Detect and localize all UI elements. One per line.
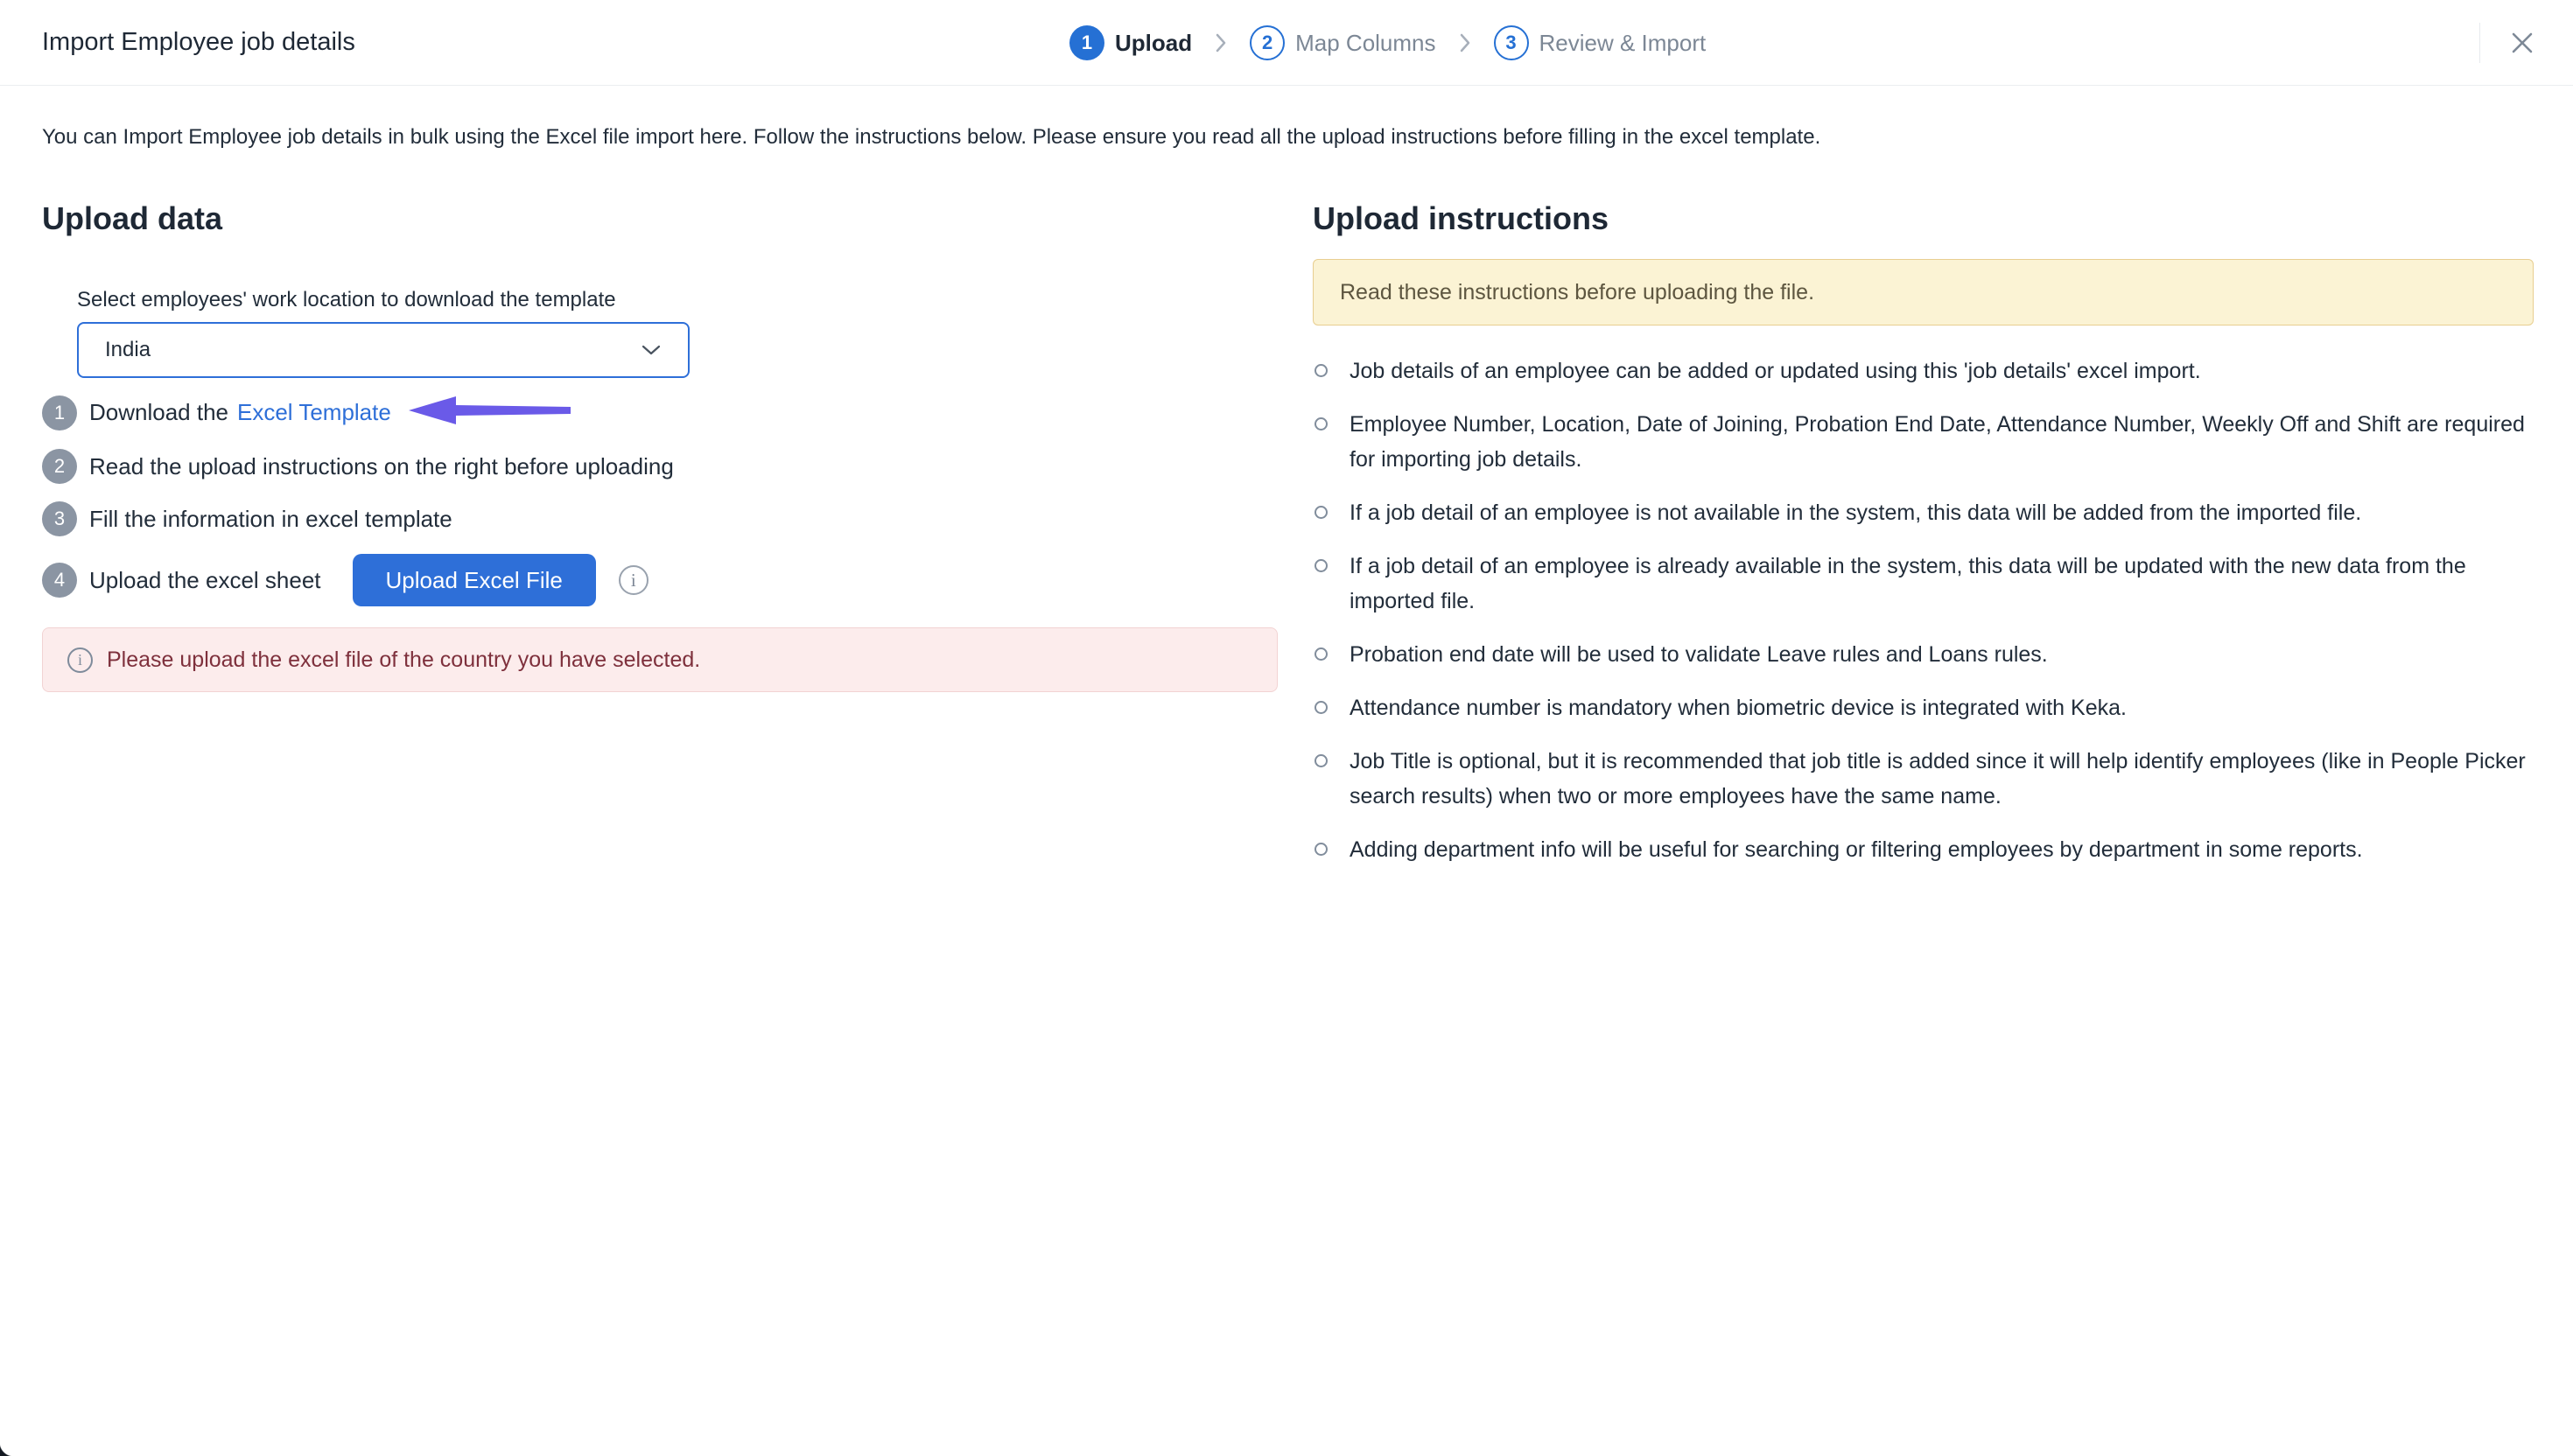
step-4-badge: 4 bbox=[42, 563, 77, 598]
close-x-icon bbox=[2506, 27, 2538, 59]
circle-bullet-icon bbox=[1315, 364, 1328, 377]
instruction-item bbox=[1313, 407, 2534, 477]
import-stepper bbox=[1069, 0, 1706, 86]
excel-template-link[interactable]: Excel Template bbox=[237, 399, 391, 425]
page-corner-artifact bbox=[0, 1442, 14, 1456]
stepper-step-map-columns[interactable] bbox=[1250, 25, 1435, 60]
page-title: Import Employee job details bbox=[42, 28, 355, 56]
circle-bullet-icon bbox=[1315, 559, 1328, 572]
step-label: Review & Import bbox=[1539, 29, 1707, 56]
circle-bullet-icon bbox=[1315, 843, 1328, 856]
instruction-item bbox=[1313, 354, 2534, 388]
step-label: Map Columns bbox=[1295, 29, 1436, 56]
step-number-badge: 2 bbox=[1250, 25, 1285, 60]
instructions-banner: Read these instructions before uploading the file. bbox=[1313, 259, 2534, 326]
circle-bullet-icon bbox=[1315, 417, 1328, 430]
instruction-text: Job Title is optional, but it is recommended that job title is added since it will help identify employees (like in People Picker search results) when two or more employees have the same name. bbox=[1350, 749, 2526, 808]
header-divider bbox=[2479, 23, 2480, 63]
upload-excel-file-button[interactable]: Upload Excel File bbox=[353, 554, 596, 606]
country-warning-text: Please upload the excel file of the country you have selected. bbox=[107, 647, 701, 672]
main-content bbox=[0, 200, 2573, 886]
step-3-badge: 3 bbox=[42, 501, 77, 536]
circle-bullet-icon bbox=[1315, 754, 1328, 767]
circle-bullet-icon bbox=[1315, 506, 1328, 519]
upload-data-section bbox=[42, 200, 1276, 692]
step-4-text: Upload the excel sheet bbox=[89, 566, 321, 593]
chevron-right-icon bbox=[1215, 32, 1227, 54]
upload-steps-list bbox=[42, 394, 1276, 606]
close-button[interactable] bbox=[2503, 24, 2541, 62]
work-location-label: Select employees' work location to download the template bbox=[77, 288, 616, 312]
step-3-text: Fill the information in excel template bbox=[89, 505, 452, 532]
instruction-item bbox=[1313, 637, 2534, 672]
step-2-badge: 2 bbox=[42, 449, 77, 484]
country-warning-alert bbox=[42, 627, 1278, 692]
instruction-text: Attendance number is mandatory when biometric device is integrated with Keka. bbox=[1350, 696, 2127, 720]
upload-data-heading: Upload data bbox=[42, 200, 223, 236]
chevron-right-icon bbox=[1459, 32, 1471, 54]
step-2-text: Read the upload instructions on the right before uploading bbox=[89, 452, 674, 480]
work-location-selected-value: India bbox=[105, 338, 151, 361]
instruction-text: If a job detail of an employee is already available in the system, this data will be updated with the new data from the imported file. bbox=[1350, 554, 2466, 613]
info-circle-icon: i bbox=[67, 648, 93, 673]
instruction-text: Employee Number, Location, Date of Joining, Probation End Date, Attendance Number, Weekly Off and Shift are required for importing job details. bbox=[1350, 412, 2525, 472]
info-circle-icon[interactable]: i bbox=[619, 565, 649, 595]
upload-step-4 bbox=[42, 554, 1276, 606]
chevron-down-icon bbox=[639, 342, 663, 358]
upload-step-1 bbox=[42, 394, 1276, 431]
circle-bullet-icon bbox=[1315, 701, 1328, 714]
upload-instructions-heading: Upload instructions bbox=[1313, 200, 1609, 236]
work-location-select[interactable] bbox=[77, 322, 690, 378]
header-right bbox=[2479, 23, 2541, 63]
upload-instructions-section bbox=[1313, 200, 2534, 886]
step-1-text: Download the bbox=[89, 399, 228, 425]
step-number-badge: 1 bbox=[1069, 25, 1104, 60]
step-number-badge: 3 bbox=[1494, 25, 1529, 60]
modal-header bbox=[0, 0, 2573, 86]
instruction-text: Adding department info will be useful for searching or filtering employees by department in some reports. bbox=[1350, 837, 2363, 862]
instruction-text: Probation end date will be used to validate Leave rules and Loans rules. bbox=[1350, 642, 2048, 667]
instruction-item bbox=[1313, 690, 2534, 725]
instructions-list bbox=[1313, 354, 2534, 867]
stepper-step-review-import[interactable] bbox=[1494, 25, 1707, 60]
arrow-left-icon bbox=[409, 394, 571, 431]
intro-text: You can Import Employee job details in bulk using the Excel file import here. Follow the instructions below. Please ensure you read all the upload instructions before filling in the excel template. bbox=[42, 125, 1821, 149]
instruction-item bbox=[1313, 495, 2534, 530]
upload-step-3 bbox=[42, 501, 1276, 536]
instruction-item bbox=[1313, 744, 2534, 814]
step-1-badge: 1 bbox=[42, 396, 77, 430]
instruction-item bbox=[1313, 549, 2534, 619]
instruction-text: Job details of an employee can be added or updated using this 'job details' excel import. bbox=[1350, 359, 2201, 383]
instruction-item bbox=[1313, 832, 2534, 867]
stepper-step-upload[interactable] bbox=[1069, 25, 1192, 60]
instruction-text: If a job detail of an employee is not available in the system, this data will be added from the imported file. bbox=[1350, 500, 2362, 525]
step-label: Upload bbox=[1115, 29, 1193, 56]
work-location-field bbox=[77, 287, 1276, 378]
upload-step-2 bbox=[42, 449, 1276, 484]
circle-bullet-icon bbox=[1315, 648, 1328, 661]
